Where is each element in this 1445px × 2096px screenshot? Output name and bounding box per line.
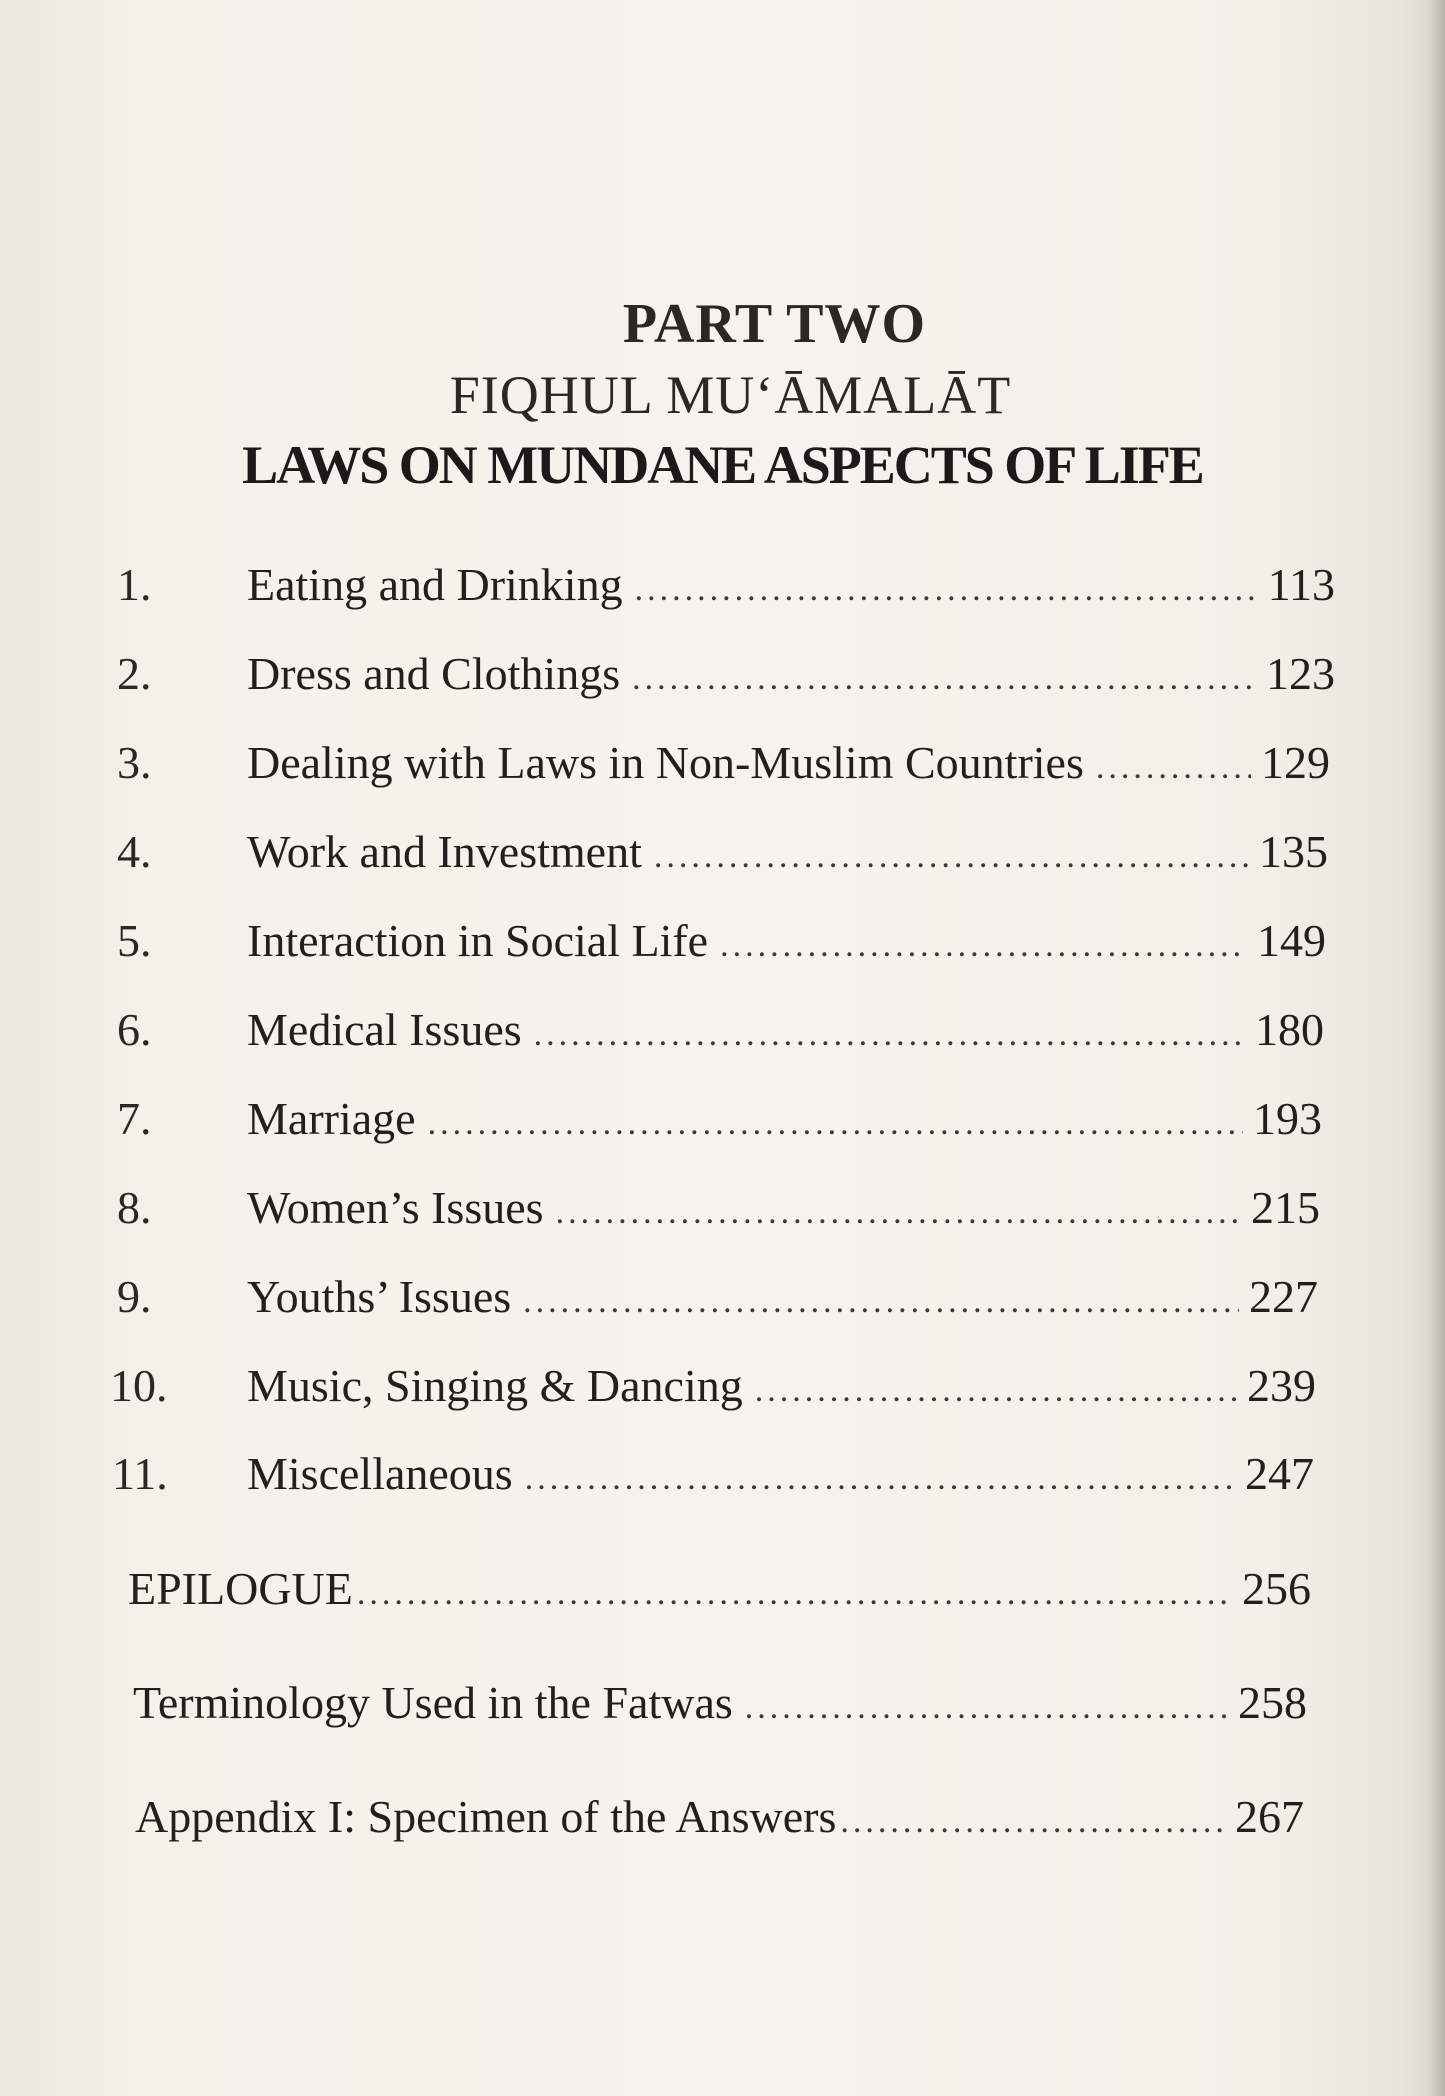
part-subtitle: FIQHUL MU‘ĀMALĀT	[449, 365, 1012, 425]
back-matter-title: Terminology Used in the Fatwas	[133, 1677, 733, 1728]
page-number: 113	[1267, 559, 1335, 610]
page-number: 123	[1266, 648, 1335, 699]
chapter-title: Miscellaneous	[247, 1448, 513, 1499]
toc-row-back-matter	[133, 1676, 1307, 1729]
toc-row	[117, 914, 1326, 967]
chapter-number: 1.	[117, 559, 152, 610]
chapter-number: 3.	[117, 737, 152, 788]
chapter-number: 10.	[110, 1360, 168, 1411]
chapter-title: Music, Singing & Dancing	[247, 1360, 743, 1411]
dot-leader	[720, 927, 1247, 965]
toc-row	[117, 1181, 1320, 1234]
toc-row-back-matter	[128, 1562, 1311, 1615]
toc-row	[117, 825, 1328, 878]
dot-leader	[556, 1194, 1241, 1232]
page-number: 193	[1253, 1093, 1322, 1144]
dot-leader	[654, 838, 1249, 876]
dot-leader	[428, 1105, 1243, 1143]
chapter-title: Women’s Issues	[247, 1182, 544, 1233]
page-number: 180	[1255, 1004, 1324, 1055]
chapter-title: Youths’ Issues	[247, 1271, 512, 1322]
toc-row	[112, 1447, 1314, 1500]
page-number: 267	[1235, 1791, 1304, 1842]
page-number: 227	[1249, 1271, 1318, 1322]
back-matter-title: EPILOGUE	[128, 1563, 353, 1614]
page-number: 215	[1251, 1182, 1320, 1233]
chapter-number: 8.	[117, 1182, 152, 1233]
chapter-number: 5.	[117, 915, 152, 966]
chapter-title: Marriage	[247, 1093, 416, 1144]
chapter-title: Dress and Clothings	[247, 648, 621, 699]
dot-leader	[755, 1372, 1237, 1410]
chapter-title: Dealing with Laws in Non-Muslim Countries	[247, 737, 1084, 788]
page-number: 239	[1247, 1360, 1316, 1411]
chapter-title: Medical Issues	[247, 1004, 522, 1055]
page-number: 258	[1238, 1677, 1307, 1728]
chapter-title: Work and Investment	[247, 826, 642, 877]
toc-row	[117, 736, 1330, 789]
chapter-title: Eating and Drinking	[247, 559, 623, 610]
chapter-title: Interaction in Social Life	[247, 915, 709, 966]
toc-row	[117, 1003, 1324, 1056]
page-number: 129	[1261, 737, 1330, 788]
dot-leader	[525, 1460, 1235, 1498]
dot-leader	[840, 1803, 1225, 1841]
page-number: 247	[1245, 1448, 1314, 1499]
page-number: 256	[1242, 1563, 1311, 1614]
chapter-number: 11.	[112, 1448, 168, 1499]
page-edge-shadow	[1427, 0, 1445, 2096]
dot-leader	[745, 1689, 1228, 1727]
toc-row	[117, 1270, 1318, 1323]
toc-row-back-matter	[135, 1790, 1304, 1843]
part-description: LAWS ON MUNDANE ASPECTS OF LIFE	[242, 435, 1203, 495]
toc-row	[110, 1359, 1316, 1412]
page-number: 135	[1259, 826, 1328, 877]
dot-leader	[523, 1283, 1239, 1321]
part-title: PART TWO	[622, 293, 927, 355]
chapter-number: 4.	[117, 826, 152, 877]
chapter-number: 2.	[117, 648, 152, 699]
dot-leader	[1096, 749, 1251, 787]
toc-row	[117, 558, 1335, 611]
dot-leader	[357, 1575, 1232, 1613]
back-matter-title: Appendix I: Specimen of the Answers	[135, 1791, 837, 1842]
chapter-number: 7.	[117, 1093, 152, 1144]
chapter-number: 6.	[117, 1004, 152, 1055]
toc-row	[117, 1092, 1322, 1145]
dot-leader	[635, 571, 1258, 609]
dot-leader	[534, 1016, 1245, 1054]
chapter-number: 9.	[117, 1271, 152, 1322]
page-number: 149	[1257, 915, 1326, 966]
toc-row	[117, 647, 1335, 700]
dot-leader	[632, 660, 1256, 698]
